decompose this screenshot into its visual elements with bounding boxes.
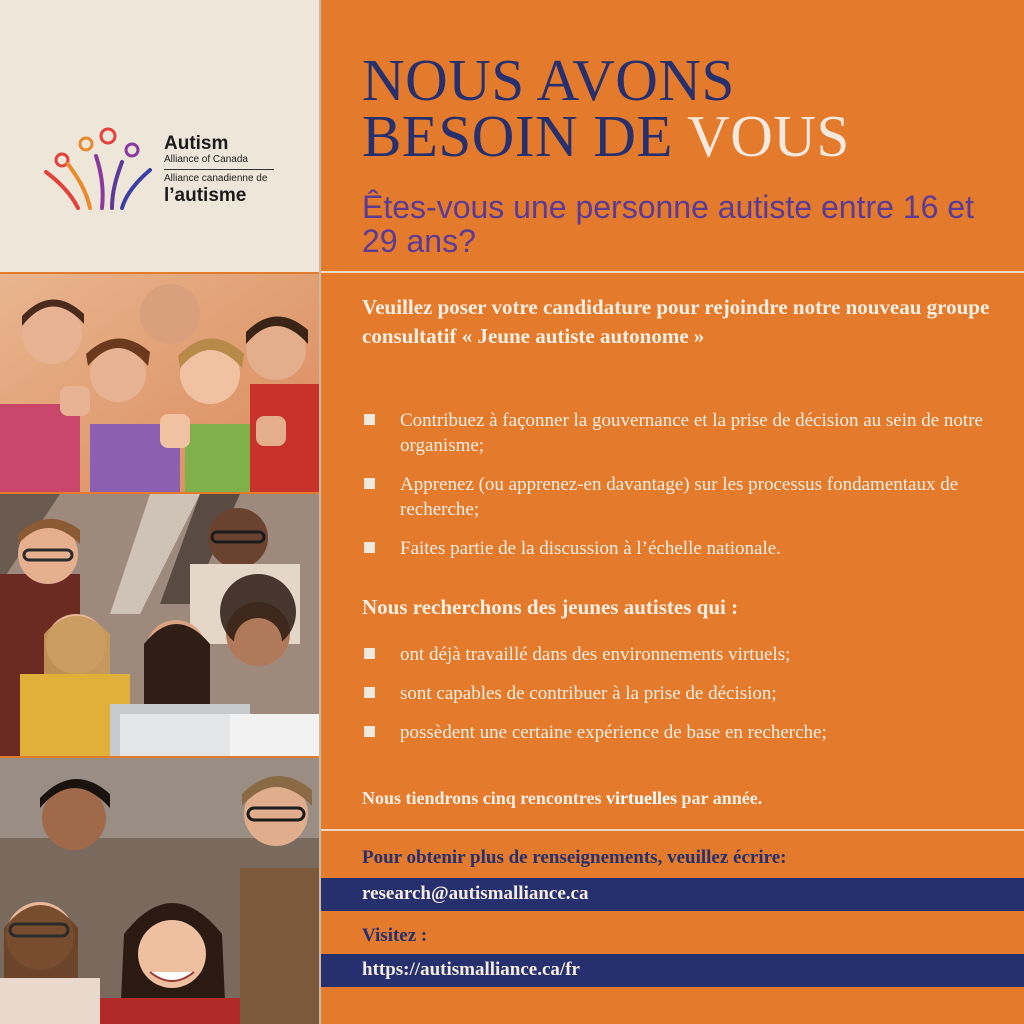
list-item: sont capables de contribuer à la prise de décision; — [362, 681, 1002, 706]
list-item: possèdent une certaine expérience de base en recherche; — [362, 720, 1002, 745]
website-link[interactable]: https://autismalliance.ca/fr — [362, 959, 580, 980]
headline-line2-a: BESOIN DE — [362, 103, 673, 169]
criteria-title: Nous recherchons des jeunes autistes qui : — [362, 595, 739, 619]
square-bullet-icon — [364, 687, 375, 698]
info-label: Pour obtenir plus de renseignements, veuillez écrire: — [362, 847, 787, 868]
list-item: Faites partie de la discussion à l’échelle nationale. — [362, 536, 1002, 561]
square-bullet-icon — [364, 414, 375, 425]
headline — [362, 47, 850, 169]
photo-group-selfie — [0, 758, 320, 1024]
list-item: ont déjà travaillé dans des environnements virtuels; — [362, 642, 1002, 667]
benefits-list — [362, 408, 1002, 575]
logo-fr-name: l’autisme — [164, 185, 247, 206]
square-bullet-icon — [364, 478, 375, 489]
logo-fr-sub: Alliance canadienne de — [164, 173, 268, 184]
logo-en-sub: Alliance of Canada — [164, 154, 248, 165]
headline-line1: NOUS AVONS — [362, 47, 735, 113]
email-band — [321, 878, 1024, 911]
criteria-list — [362, 642, 1002, 759]
url-band — [321, 954, 1024, 987]
logo-panel — [0, 0, 320, 272]
section-divider-bottom — [321, 829, 1024, 831]
meetings-emphasis: virtuelles — [606, 788, 678, 808]
logo-text — [164, 134, 274, 207]
subhead-question: Êtes-vous une personne autiste entre 16 et 29 ans? — [362, 189, 974, 259]
headline-vous: VOUS — [687, 103, 850, 169]
headline-line2 — [362, 103, 850, 169]
visit-label: Visitez : — [362, 925, 428, 946]
list-item: Apprenez (ou apprenez-en davantage) sur les processus fondamentaux de recherche; — [362, 472, 1002, 522]
meetings-note: Nous tiendrons cinq rencontres virtuelles par année. — [362, 788, 763, 808]
photo-group-laptop — [0, 494, 320, 756]
email-link[interactable]: research@autismalliance.ca — [362, 883, 589, 904]
photo-group-thumbs-up — [0, 274, 320, 492]
list-item: Contribuez à façonner la gouvernance et la prise de décision au sein de notre organisme; — [362, 408, 1002, 458]
autism-alliance-logo-icon — [42, 126, 154, 212]
logo-divider — [164, 169, 274, 170]
section-divider-top — [321, 271, 1024, 273]
square-bullet-icon — [364, 726, 375, 737]
square-bullet-icon — [364, 542, 375, 553]
logo-en-name: Autism — [164, 133, 229, 154]
square-bullet-icon — [364, 648, 375, 659]
intro-text: Veuillez poser votre candidature pour rejoindre notre nouveau groupe consultatif « Jeune autiste autonome » — [362, 295, 990, 348]
